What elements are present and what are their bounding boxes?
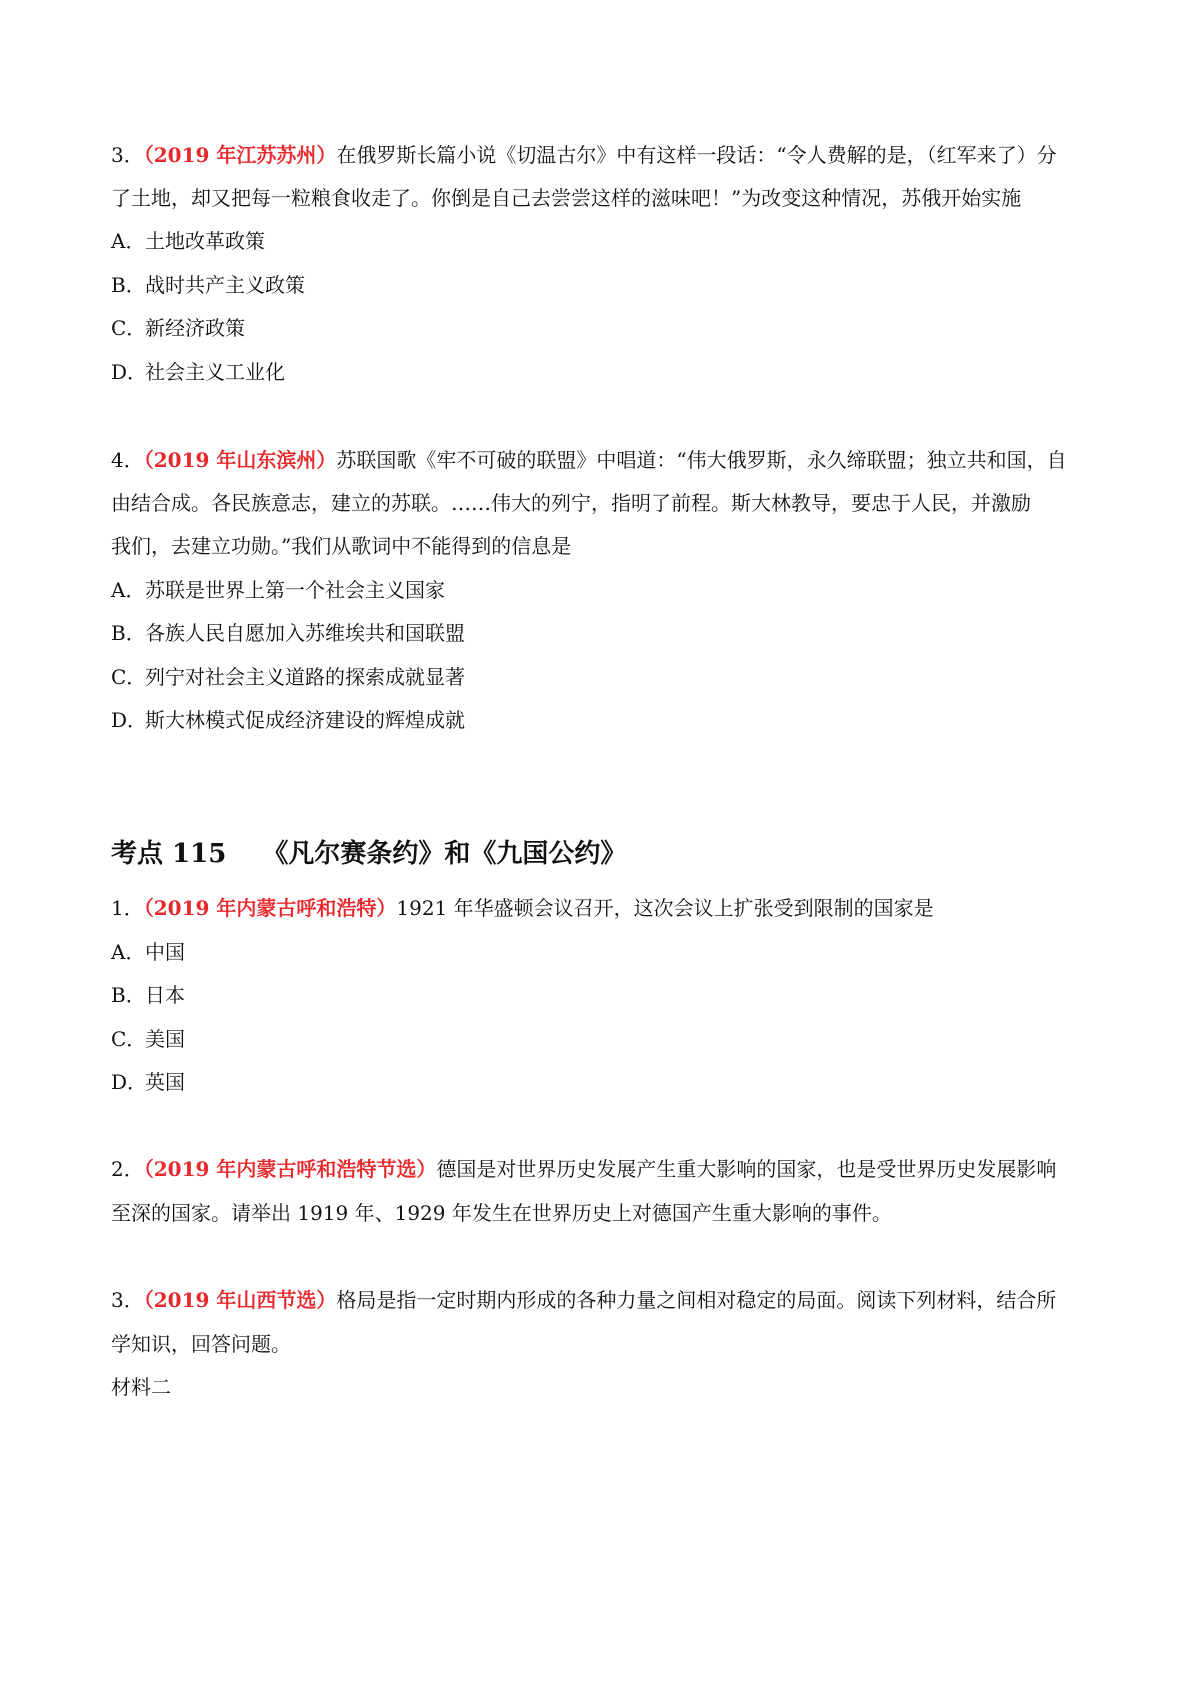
option-a [111,937,1101,967]
question-number: 2． [111,1157,144,1181]
option-text: 苏联是世界上第一个社会主义国家 [145,578,445,602]
option-b [111,270,1101,300]
question-number: 3． [111,143,144,167]
question-4-binzhou-line-2: 由结合成。各民族意志，建立的苏联。……伟大的列宁，指明了前程。斯大林教导，要忠于人民，并激励 [111,491,1031,515]
option-d [111,357,1101,387]
option-text: 各族人民自愿加入苏维埃共和国联盟 [145,621,465,645]
question-4-binzhou-line-1 [111,445,1101,475]
section-label: 考点 115 [111,839,227,869]
question-source: （2019 年内蒙古呼和浩特） [143,896,397,920]
section-heading [111,836,1101,872]
question-text: 1921 年华盛顿会议召开，这次会议上扩张受到限制的国家是 [396,896,934,920]
section-question-2-line-1 [111,1154,1101,1184]
question-source: （2019 年山西节选） [143,1288,337,1312]
section-question-2-line-2: 至深的国家。请举出 1919 年、1929 年发生在世界历史上对德国产生重大影响的事件。 [111,1201,892,1225]
question-text: 格局是指一定时期内形成的各种力量之间相对稳定的局面。阅读下列材料，结合所 [336,1288,1057,1312]
question-text: 德国是对世界历史发展产生重大影响的国家，也是受世界历史发展影响 [436,1157,1057,1181]
material-label: 材料二 [111,1375,171,1399]
option-a [111,575,1101,605]
question-text: 苏联国歌《牢不可破的联盟》中唱道：“伟大俄罗斯，永久缔联盟；独立共和国，自 [336,448,1067,472]
option-c [111,313,1101,343]
option-letter: A． [111,578,146,602]
option-letter: C． [111,1027,147,1051]
option-letter: D． [111,708,148,732]
option-letter: B． [111,983,146,1007]
option-text: 战时共产主义政策 [145,273,305,297]
option-letter: B． [111,621,146,645]
section-question-3-line-1 [111,1285,1101,1315]
question-4-binzhou-line-3: 我们，去建立功勋。”我们从歌词中不能得到的信息是 [111,534,572,558]
option-text: 土地改革政策 [145,229,265,253]
option-letter: D． [111,360,148,384]
question-source: （2019 年山东滨州） [143,448,337,472]
section-question-3-line-2: 学知识，回答问题。 [111,1332,291,1356]
question-number: 4． [111,448,144,472]
section-title: 《凡尔赛条约》和《九国公约》 [262,839,627,869]
option-text: 日本 [145,983,185,1007]
question-3-suzhou-line-2: 了土地，却又把每一粒粮食收走了。你倒是自己去尝尝这样的滋味吧！”为改变这种情况，苏俄开始实施 [111,186,1022,210]
question-text: 在俄罗斯长篇小说《切温古尔》中有这样一段话：“令人费解的是，（红军来了）分 [336,143,1057,167]
option-letter: C． [111,316,147,340]
option-b [111,618,1101,648]
option-text: 中国 [145,940,185,964]
option-text: 新经济政策 [145,316,245,340]
option-letter: B． [111,273,146,297]
option-letter: D． [111,1070,148,1094]
option-c [111,662,1101,692]
option-letter: C． [111,665,147,689]
question-number: 3． [111,1288,144,1312]
option-text: 斯大林模式促成经济建设的辉煌成就 [145,708,465,732]
option-d [111,705,1101,735]
option-text: 列宁对社会主义道路的探索成就显著 [145,665,465,689]
section-question-1-line-1 [111,893,1101,923]
option-text: 美国 [145,1027,185,1051]
question-source: （2019 年江苏苏州） [143,143,337,167]
option-c [111,1024,1101,1054]
option-text: 社会主义工业化 [145,360,285,384]
option-letter: A． [111,229,146,253]
option-b [111,980,1101,1010]
option-a [111,226,1101,256]
question-source: （2019 年内蒙古呼和浩特节选） [143,1157,437,1181]
option-text: 英国 [145,1070,185,1094]
option-letter: A． [111,940,146,964]
option-d [111,1067,1101,1097]
question-number: 1． [111,896,144,920]
question-3-suzhou-line-1 [111,140,1101,170]
